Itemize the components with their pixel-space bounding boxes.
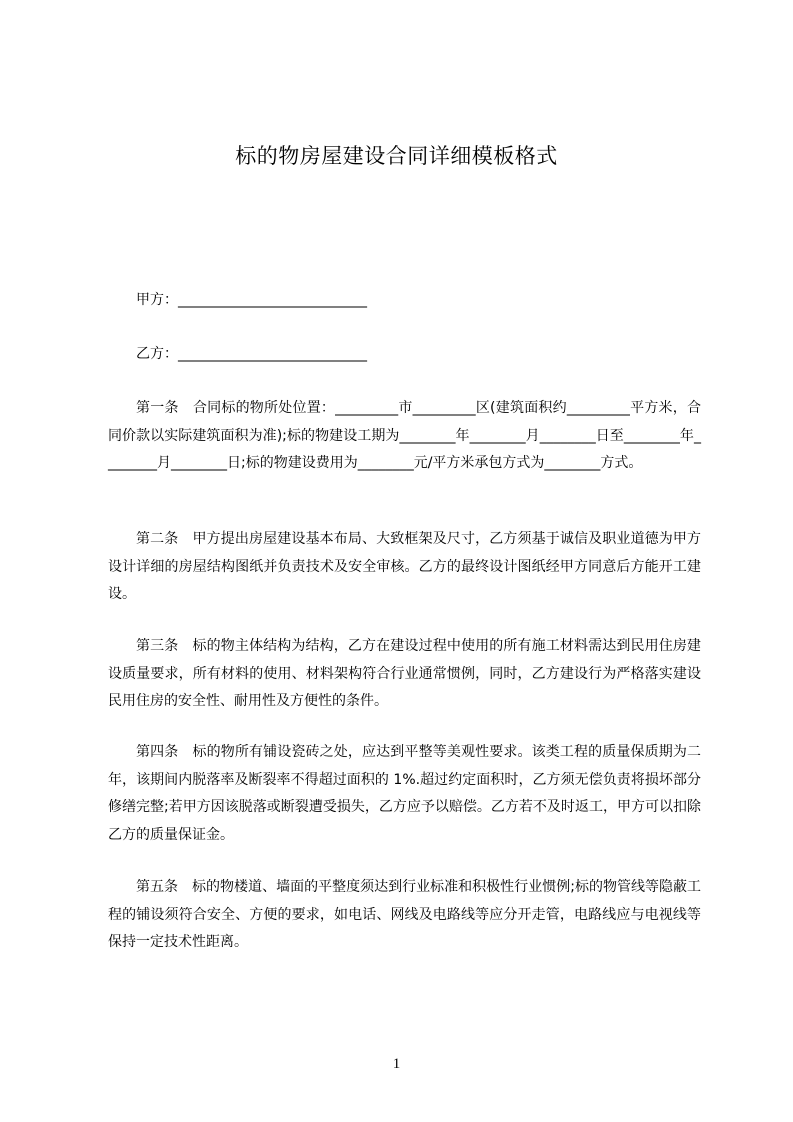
party-b-line: 乙方：___________________________	[136, 346, 367, 362]
article-5: 第五条 标的物楼道、墙面的平整度须达到行业标准和积极性行业惯例;标的物管线等隐蔽工程的铺设须符合安全、方便的要求，如电话、网线及电路线等应分开走管，电路线应与电视线等保持一定技术性距离。	[108, 879, 701, 950]
party-a-line: 甲方：___________________________	[136, 292, 367, 308]
page-title: 标的物房屋建设合同详细模板格式	[235, 144, 558, 168]
article-4: 第四条 标的物所有铺设瓷砖之处，应达到平整等美观性要求。该类工程的质量保质期为二年，该期间内脱落率及断裂率不得超过面积的 1%.超过约定面积时，乙方须无偿负责将损坏部分修缮完整;若甲方因该脱落或断裂遭受损失，乙方应予以赔偿。乙方若不及时返工，甲方可以扣除乙方的质量保证金。	[108, 744, 701, 843]
article-1: 第一条 合同标的物所处位置：_________市_________区(建筑面积约_________平方米，合同价款以实际建筑面积为准);标的物建设工期为________年________月________日至________年________月________日;标的物建设费用为________元/平方米承包方式为________方式。	[108, 400, 701, 471]
page-number: 1	[392, 1056, 401, 1072]
article-2: 第二条 甲方提出房屋建设基本布局、大致框架及尺寸，乙方须基于诚信及职业道德为甲方设计详细的房屋结构图纸并负责技术及安全审核。乙方的最终设计图纸经甲方同意后方能开工建设。	[108, 531, 701, 602]
article-3: 第三条 标的物主体结构为结构，乙方在建设过程中使用的所有施工材料需达到民用住房建设质量要求，所有材料的使用、材料架构符合行业通常惯例，同时，乙方建设行为严格落实建设民用住房的安全性、耐用性及方便性的条件。	[108, 638, 701, 709]
